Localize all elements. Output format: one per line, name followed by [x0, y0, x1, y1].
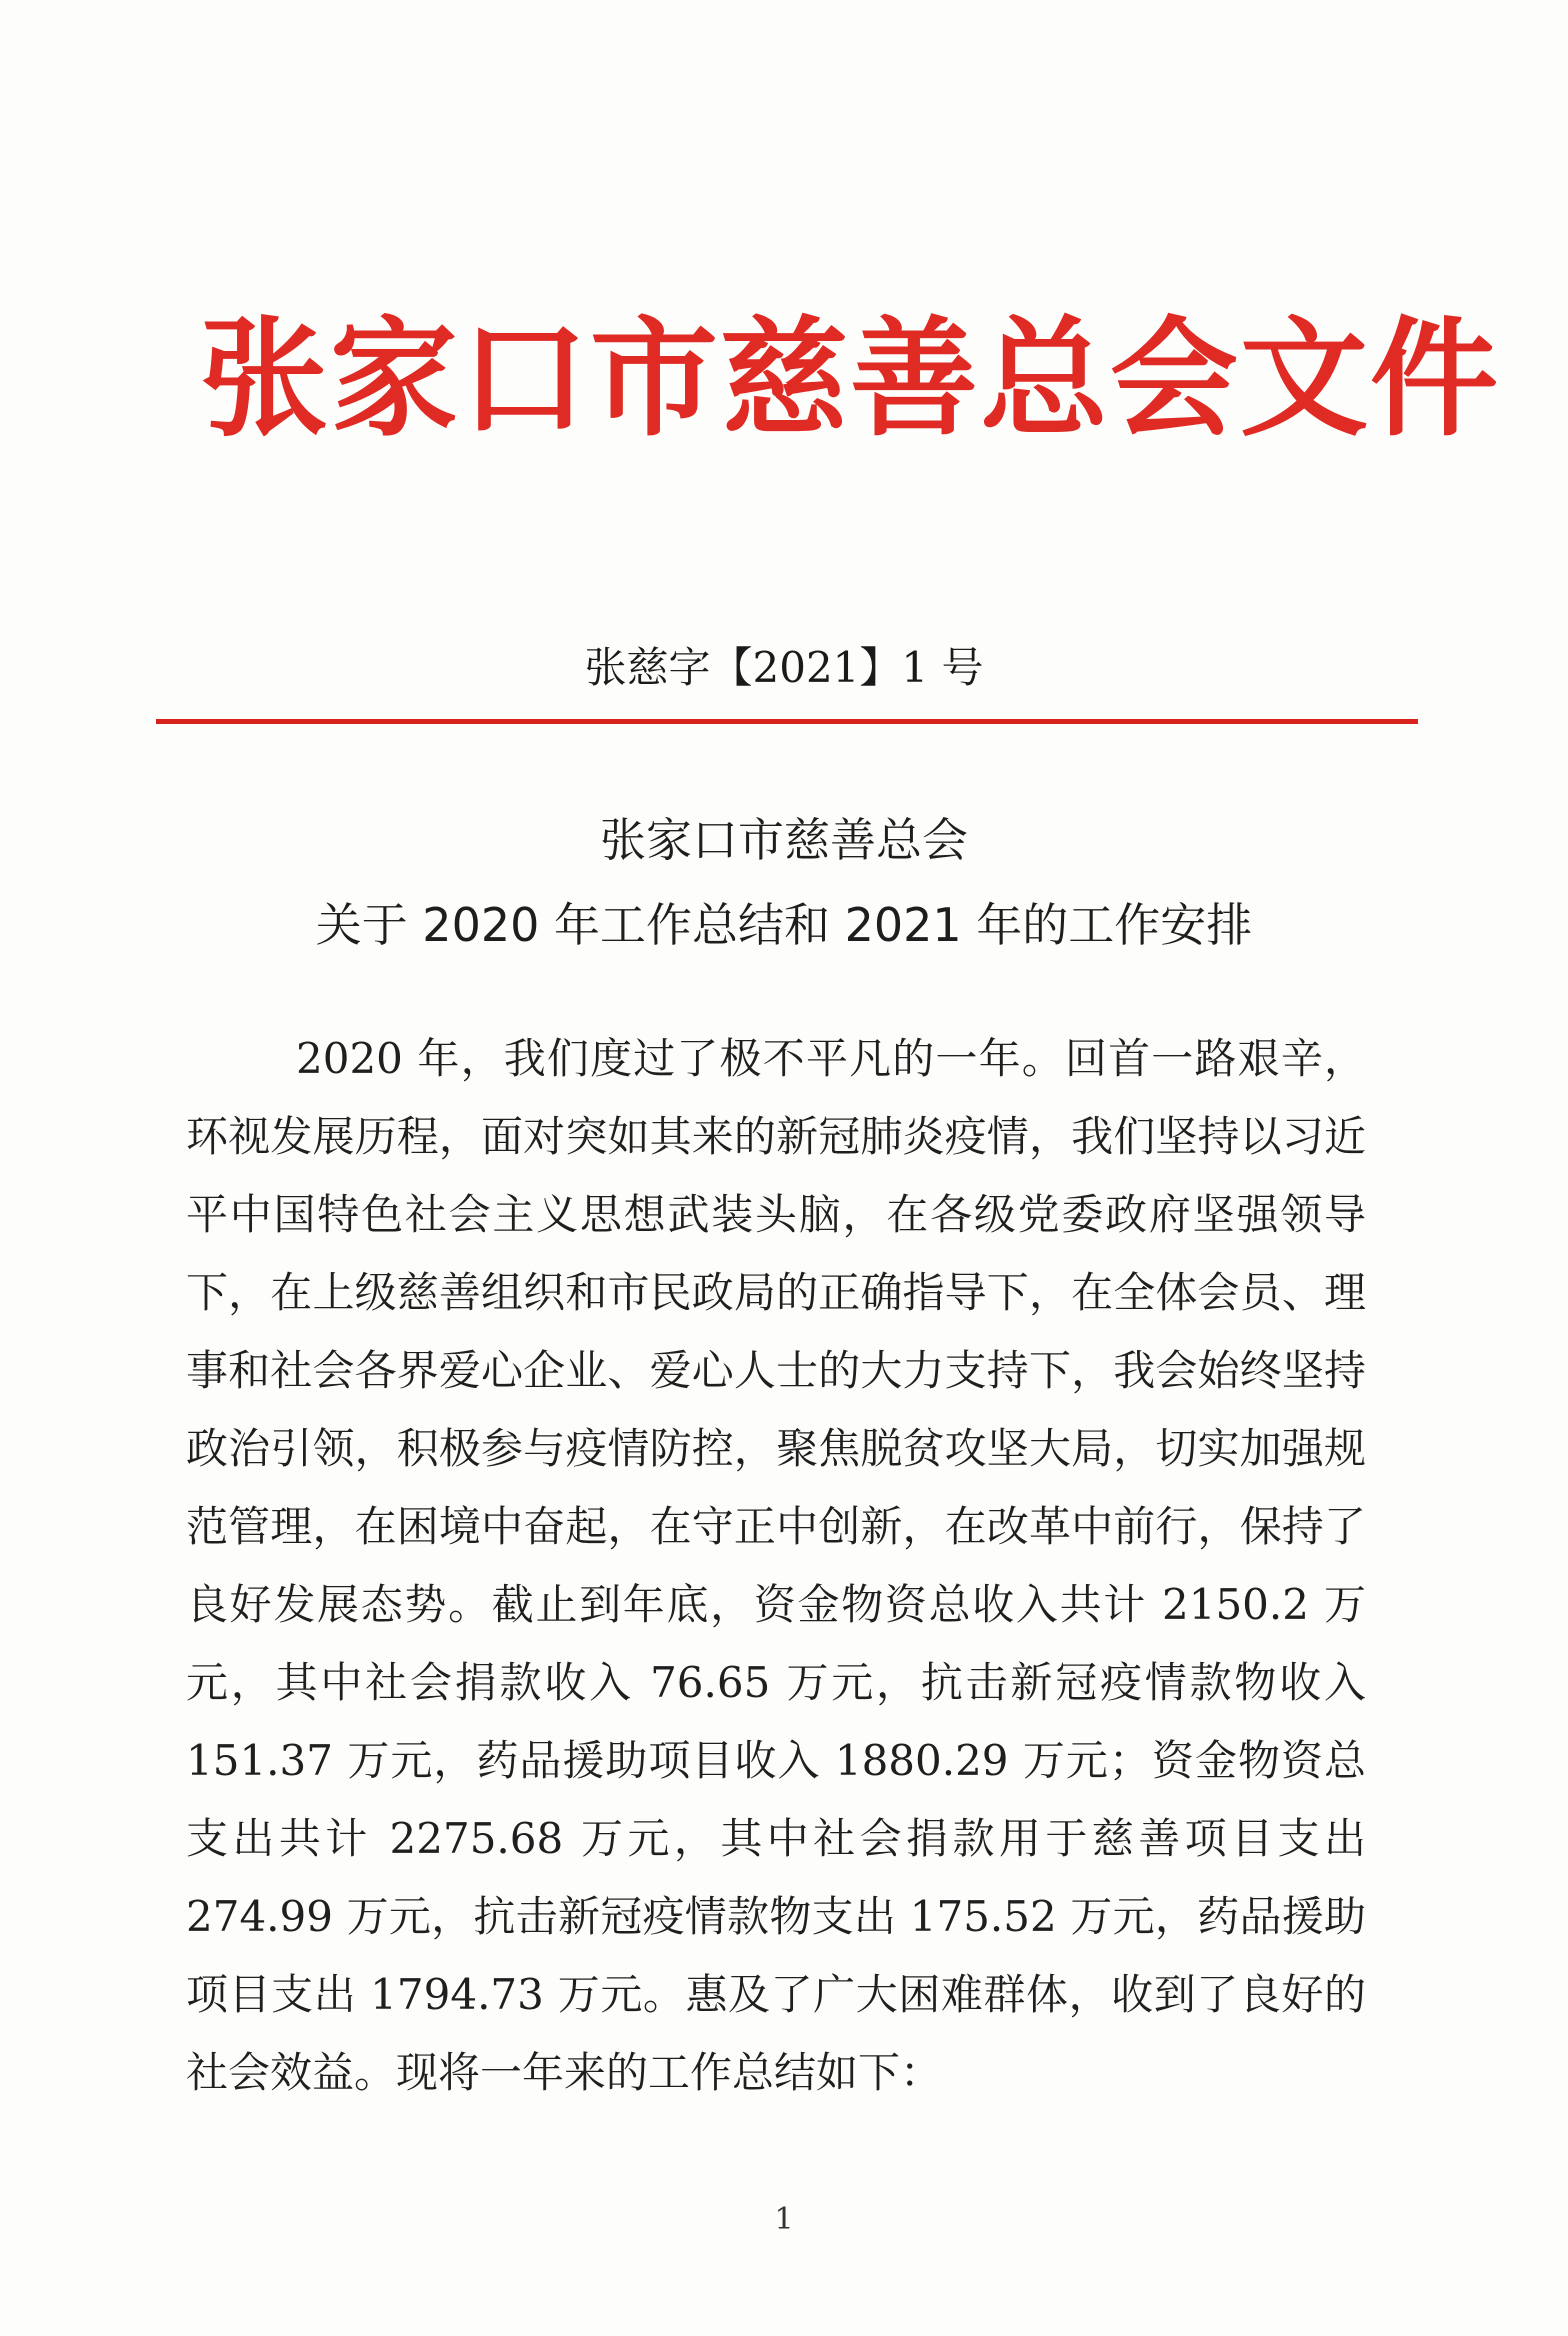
- document-title-line-2: 关于 2020 年工作总结和 2021 年的工作安排: [315, 898, 1253, 952]
- red-divider-line: [156, 719, 1418, 724]
- document-title-line-1: 张家口市慈善总会: [600, 813, 968, 867]
- document-number: 张慈字【2021】1 号: [584, 643, 984, 692]
- body-paragraph: 2020 年，我们度过了极不平凡的一年。回首一路艰辛，环视发展历程，面对突如其来的新冠肺炎疫情，我们坚持以习近平中国特色社会主义思想武装头脑，在各级党委政府坚强领导下，在上级慈善组织和市民政局的正确指导下，在全体会员、理事和社会各界爱心企业、爱心人士的大力支持下，我会始终坚持政治引领，积极参与疫情防控，聚焦脱贫攻坚大局，切实加强规范管理，在困境中奋起，在守正中创新，在改革中前行，保持了良好发展态势。截止到年底，资金物资总收入共计 2150.2 万元，其中社会捐款收入 76.65 万元，抗击新冠疫情款物收入 151.37 万元，药品援助项目收入 1880.29 万元；资金物资总支出共计 2275.68 万元，其中社会捐款用于慈善项目支出 274.99 万元，抗击新冠疫情款物支出 175.52 万元，药品援助项目支出 1794.73 万元。惠及了广大困难群体，收到了良好的社会效益。现将一年来的工作总结如下：: [186, 1034, 1366, 2097]
- masthead-title: 张家口市慈善总会文件: [200, 305, 1501, 454]
- page-number: 1: [774, 2202, 794, 2237]
